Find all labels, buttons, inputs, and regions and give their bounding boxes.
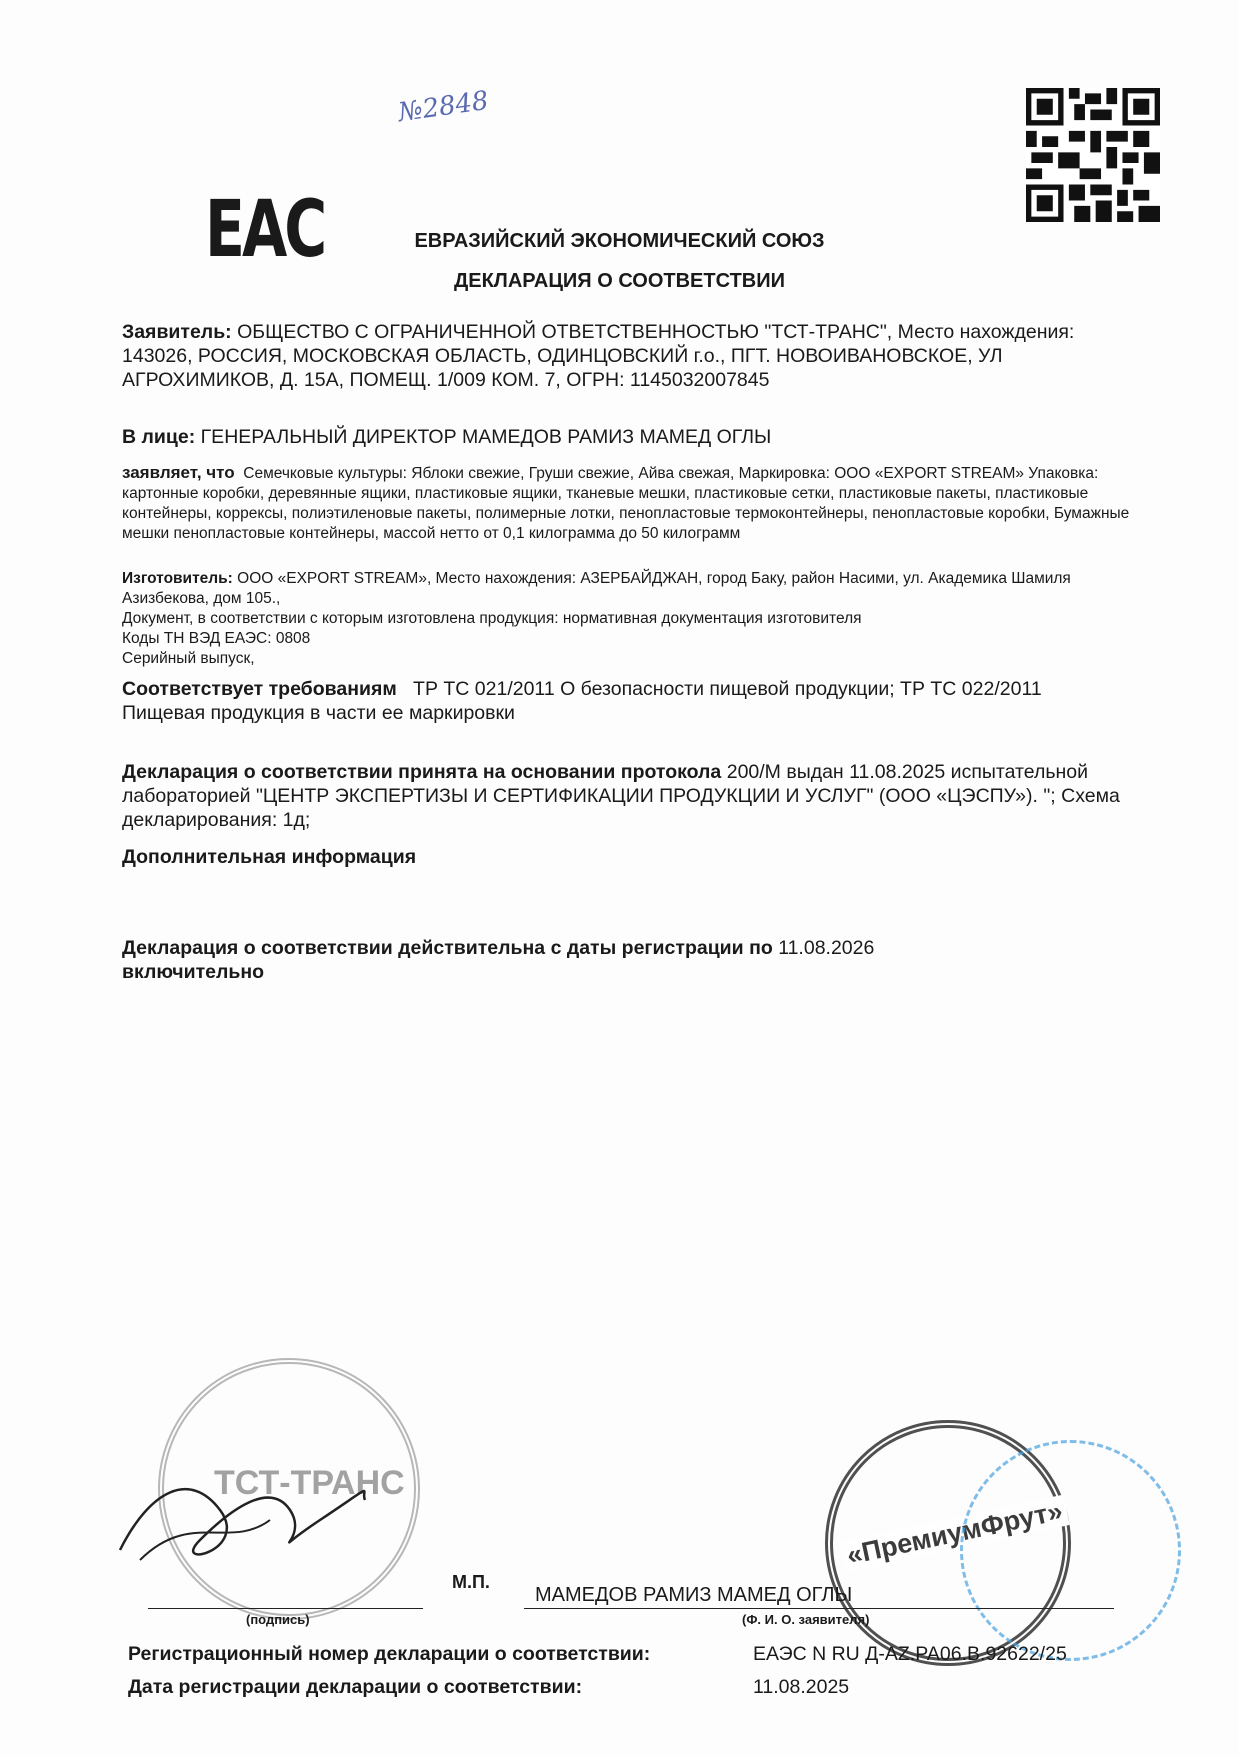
blue-stamp (960, 1440, 1181, 1661)
applicant-name: МАМЕДОВ РАМИЗ МАМЕД ОГЛЫ (535, 1584, 853, 1606)
validity-suffix: включительно (122, 961, 265, 983)
handwritten-number: №2848 (396, 85, 491, 129)
eac-logo: ЕАС (205, 185, 325, 275)
basis-text: 200/М выдан 11.08.2025 испытательной лабораторией "ЦЕНТР ЭКСПЕРТИЗЫ И СЕРТИФИКАЦИИ ПРОДУКЦИИ И УСЛУГ" (ООО «ЦЭСПУ»). "; Схема декларирования: 1д; (122, 761, 1120, 831)
applicant-text: ОБЩЕСТВО С ОГРАНИЧЕННОЙ ОТВЕТСТВЕННОСТЬЮ "ТСТ-ТРАНС", Место нахождения: 143026, РОССИЯ, МОСКОВСКАЯ ОБЛАСТЬ, ОДИНЦОВСКИЙ г.о., ПГТ. НОВОИВАНОВСКОЕ, УЛ АГРОХИМИКОВ, Д. 15А, ПОМЕЩ. 1/009 КОМ. 7, ОГРН: 1145032007845 (122, 321, 1075, 391)
name-line (524, 1608, 1114, 1609)
seal-mark: М.П. (452, 1572, 490, 1592)
compliance-block (122, 677, 1082, 725)
union-title: ЕВРАЗИЙСКИЙ ЭКОНОМИЧЕСКИЙ СОЮЗ (414, 230, 825, 252)
document-title: ДЕКЛАРАЦИЯ О СООТВЕТСТВИИ (454, 270, 785, 292)
registration-date-label: Дата регистрации декларации о соответствии: (128, 1676, 583, 1698)
declares-text: Семечковые культуры: Яблоки свежие, Груши свежие, Айва свежая, Маркировка: ООО «EXPORT STREAM» Упаковка: картонные коробки, деревянные ящики, пластиковые ящики, тканевые мешки, пластиковые сетки, пластиковые пакеты, пластиковые контейнеры, коррексы, полиэтиленовые пакеты, полимерные лотки, пенопластовые термоконтейнеры, пенопластовые коробки, Бумажные мешки пенопластовые контейнеры, массой нетто от 0,1 килограмма до 50 килограмм (122, 465, 1130, 542)
validity-date: 11.08.2026 (778, 937, 875, 959)
compliance-label: Соответствует требованиям (122, 678, 397, 700)
signature-caption: (подпись) (246, 1612, 310, 1627)
signature-line (148, 1608, 423, 1609)
registration-number-label: Регистрационный номер декларации о соответствии: (128, 1643, 651, 1665)
registration-date: 11.08.2025 (753, 1676, 850, 1698)
validity-block (122, 936, 1022, 984)
basis-label: Декларация о соответствии принята на основании протокола (122, 761, 722, 783)
compliance-text: ТР ТС 021/2011 О безопасности пищевой продукции; ТР ТС 022/2011 Пищевая продукция в части ее маркировки (122, 678, 1042, 724)
signature-scribble (110, 1450, 370, 1580)
basis-block (122, 760, 1132, 832)
codes-line: Коды ТН ВЭД ЕАЭС: 0808 (122, 630, 311, 647)
represented-label: В лице: (122, 426, 196, 448)
applicant-label: Заявитель: (122, 321, 232, 343)
serial-line: Серийный выпуск, (122, 650, 255, 667)
represented-text: ГЕНЕРАЛЬНЫЙ ДИРЕКТОР МАМЕДОВ РАМИЗ МАМЕД ОГЛЫ (200, 426, 772, 448)
declares-label: заявляет, что (122, 463, 235, 482)
represented-block (122, 425, 1122, 449)
stamp-left-text: ТСТ-ТРАНС (214, 1464, 405, 1502)
stamp-right-text: «ПремиумФрут» (840, 1495, 1069, 1573)
qr-code-icon (1026, 88, 1160, 222)
registration-number: ЕАЭС N RU Д-AZ.РА06.В.92622/25 (753, 1643, 1067, 1665)
name-caption: (Ф. И. О. заявителя) (742, 1612, 870, 1627)
manufacturer-label: Изготовитель: (122, 570, 233, 587)
declares-block (122, 463, 1132, 544)
additional-info-label: Дополнительная информация (122, 846, 417, 868)
applicant-block (122, 320, 1082, 392)
manufacturer-block (122, 569, 1082, 609)
document-line: Документ, в соответствии с которым изготовлена продукция: нормативная документация изготовителя (122, 610, 862, 627)
manufacturer-text: ООО «EXPORT STREAM», Место нахождения: АЗЕРБАЙДЖАН, город Баку, район Насими, ул. Академика Шамиля Азизбекова, дом 105., (122, 570, 1071, 607)
validity-label: Декларация о соответствии действительна с даты регистрации по (122, 937, 773, 959)
